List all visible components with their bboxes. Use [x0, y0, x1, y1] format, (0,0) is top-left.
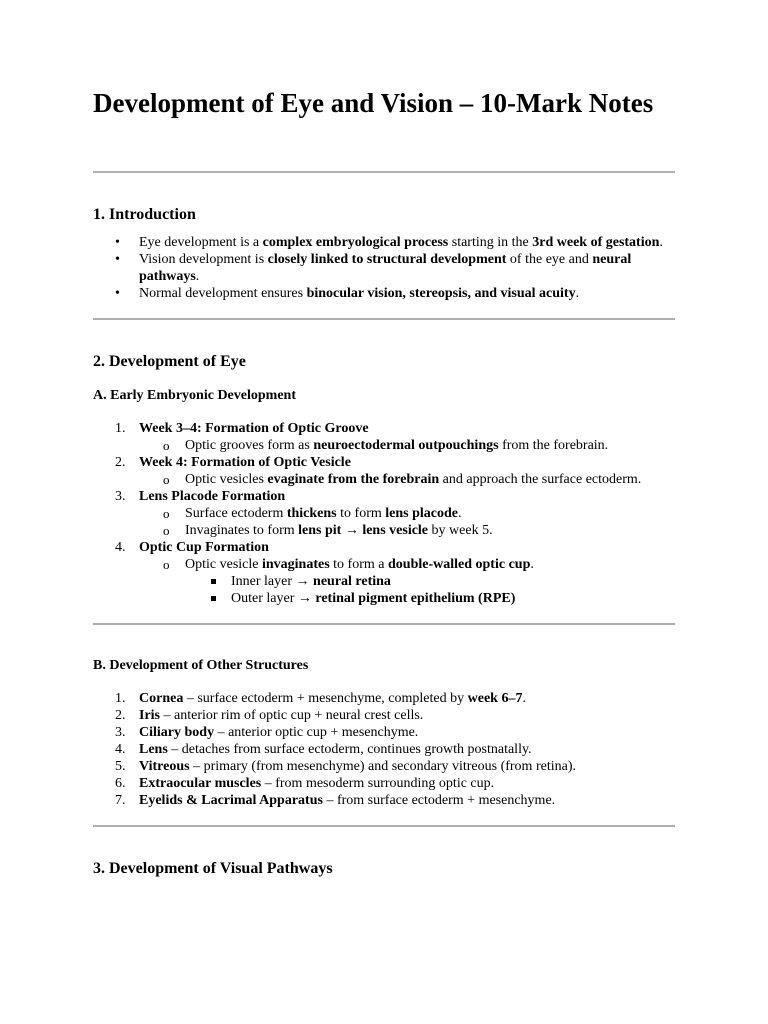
- list-item: o Optic grooves form as neuroectodermal outpouchings from the forebrain.: [139, 437, 675, 454]
- list-item: Outer layer → retinal pigment epithelium (RPE): [185, 590, 675, 607]
- list-item: o Invaginates to form lens pit → lens vesicle by week 5.: [139, 522, 675, 539]
- subsection-heading-early-embryonic: A. Early Embryonic Development: [93, 388, 296, 403]
- section-heading-visual-pathways: 3. Development of Visual Pathways: [93, 860, 333, 877]
- sub-list: [139, 505, 675, 539]
- subsection-heading-other-structures: B. Development of Other Structures: [93, 658, 309, 673]
- list-item: o Optic vesicles evaginate from the forebrain and approach the surface ectoderm.: [139, 471, 675, 488]
- list-item: 2. Week 4: Formation of Optic Vesicle o Optic vesicles evaginate from the forebrain and approach the surface ectoderm.: [93, 454, 675, 488]
- list-item: 3. Ciliary body – anterior optic cup + mesenchyme.: [115, 725, 419, 740]
- list-item: 5. Vitreous – primary (from mesenchyme) and secondary vitreous (from retina).: [115, 759, 576, 774]
- list-item: • Vision development is closely linked to structural development of the eye and neural pathways.: [93, 251, 675, 285]
- sub-list: [139, 437, 675, 454]
- introduction-list: [93, 234, 675, 302]
- document-content: [93, 86, 675, 879]
- list-item: Inner layer → neural retina: [185, 573, 675, 590]
- list-item: 4. Optic Cup Formation o Optic vesicle invaginates to form a double-walled optic cup. Inner layer → neural retina Outer layer → retinal pigment epithelium (RPE): [93, 539, 675, 607]
- sub-sub-list: [185, 573, 675, 607]
- list-item: 7. Eyelids & Lacrimal Apparatus – from surface ectoderm + mesenchyme.: [115, 793, 556, 808]
- other-structures-list: [93, 690, 675, 809]
- section-heading-development-of-eye: 2. Development of Eye: [93, 353, 246, 370]
- sub-list: [139, 556, 675, 607]
- section-heading-introduction: 1. Introduction: [93, 206, 196, 223]
- list-item: 1. Cornea – surface ectoderm + mesenchyme, completed by week 6–7.: [115, 691, 526, 706]
- list-item: 3. Lens Placode Formation o Surface ectoderm thickens to form lens placode. o Invaginates to form lens pit → lens vesicle by week 5.: [93, 488, 675, 539]
- list-item: 2. Iris – anterior rim of optic cup + neural crest cells.: [115, 708, 424, 723]
- list-item: 1. Week 3–4: Formation of Optic Groove o Optic grooves form as neuroectodermal outpouchings from the forebrain.: [93, 420, 675, 454]
- page-title: Development of Eye and Vision – 10-Mark Notes: [93, 88, 654, 118]
- list-item: 6. Extraocular muscles – from mesoderm surrounding optic cup.: [115, 776, 495, 791]
- list-item: o Optic vesicle invaginates to form a double-walled optic cup. Inner layer → neural retina Outer layer → retinal pigment epithelium (RPE): [139, 556, 675, 607]
- list-item: o Surface ectoderm thickens to form lens placode.: [139, 505, 675, 522]
- early-development-list: [93, 420, 675, 607]
- list-item: • Eye development is a complex embryological process starting in the 3rd week of gestation.: [93, 234, 675, 251]
- sub-list: [139, 471, 675, 488]
- list-item: • Normal development ensures binocular vision, stereopsis, and visual acuity.: [93, 285, 675, 302]
- list-item: 4. Lens – detaches from surface ectoderm, continues growth postnatally.: [115, 742, 532, 757]
